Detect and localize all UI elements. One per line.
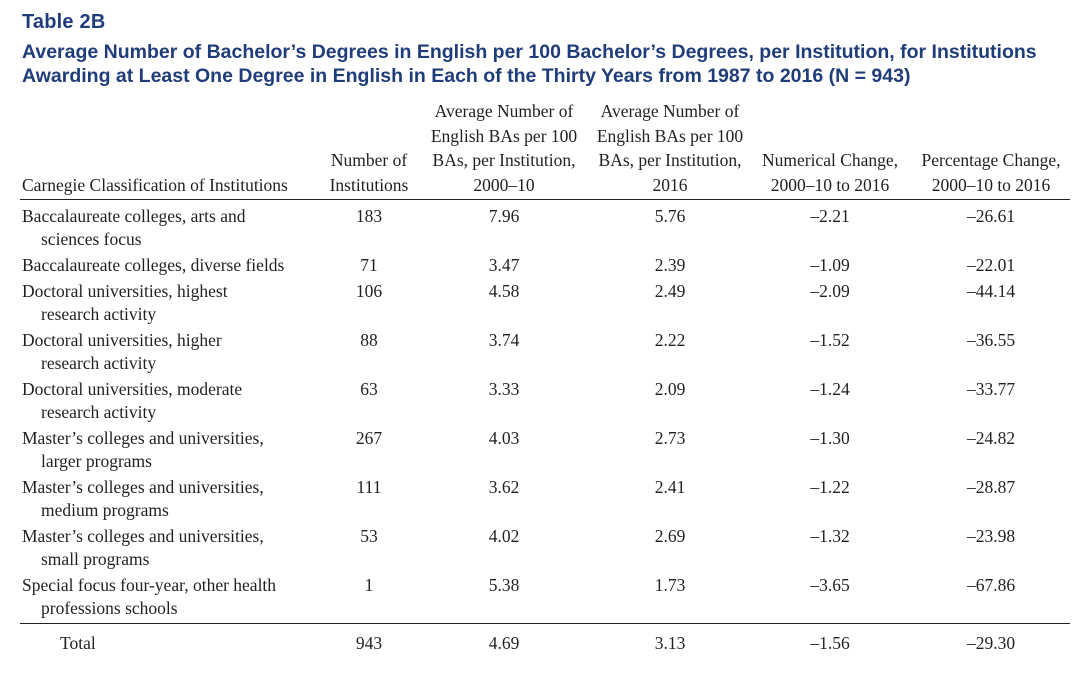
row-classification [20, 476, 322, 525]
table-row [20, 525, 1070, 574]
cell-percentage-change: –23.98 [966, 526, 1016, 546]
row-classification-line2: research activity [41, 402, 157, 422]
cell-percentage-change: –33.77 [966, 379, 1016, 399]
cell-num-institutions: 106 [355, 281, 383, 301]
cell-num-institutions: 88 [360, 330, 378, 350]
row-classification [20, 525, 322, 574]
cell-numerical-change: –1.30 [810, 428, 850, 448]
row-classification [20, 280, 322, 329]
cell-num-institutions: 63 [360, 379, 378, 399]
row-classification [20, 200, 322, 255]
row-classification-line1: Baccalaureate colleges, diverse fields [22, 255, 285, 275]
cell-avg-2016: 2.39 [654, 255, 686, 275]
row-classification-line2: small programs [41, 549, 150, 569]
cell-percentage-change: –67.86 [966, 575, 1016, 595]
cell-num-institutions: 71 [360, 255, 378, 275]
header-percentage-change: Percentage Change, 2000–10 to 2016 [921, 150, 1061, 195]
header-numerical-change: Numerical Change, 2000–10 to 2016 [761, 150, 899, 195]
cell-num-institutions: 1 [364, 575, 374, 595]
table-row [20, 427, 1070, 476]
total-avg-2016: 3.13 [654, 633, 686, 653]
cell-avg-2016: 5.76 [654, 206, 686, 226]
row-classification-line2: research activity [41, 304, 157, 324]
row-classification-line1: Doctoral universities, higher [22, 330, 222, 350]
header-avg-2016: Average Number of English BAs per 100 BAs, per Institution, 2016 [596, 101, 744, 195]
row-classification-line1: Doctoral universities, highest [22, 281, 228, 301]
cell-avg-2000-10: 3.33 [488, 379, 520, 399]
cell-numerical-change: –2.21 [810, 206, 850, 226]
cell-numerical-change: –1.24 [810, 379, 850, 399]
row-classification-line1: Master’s colleges and universities, [22, 526, 264, 546]
cell-avg-2016: 2.09 [654, 379, 686, 399]
cell-num-institutions: 111 [356, 477, 382, 497]
table-label: Table 2B [22, 11, 106, 33]
header-row [20, 99, 1070, 200]
cell-avg-2000-10: 3.47 [488, 255, 520, 275]
row-classification [20, 254, 322, 280]
table-row [20, 200, 1070, 255]
row-classification [20, 574, 322, 624]
row-classification-line2: sciences focus [41, 229, 142, 249]
row-classification [20, 378, 322, 427]
data-table [20, 99, 1070, 655]
total-row [20, 624, 1070, 656]
total-avg-2000-10: 4.69 [488, 633, 520, 653]
row-classification [20, 329, 322, 378]
row-classification-line2: medium programs [41, 500, 169, 520]
row-classification-line2: professions schools [41, 598, 178, 618]
table-row [20, 280, 1070, 329]
cell-numerical-change: –3.65 [810, 575, 850, 595]
total-numerical-change: –1.56 [810, 633, 850, 653]
table-body [20, 200, 1070, 656]
row-classification-line1: Master’s colleges and universities, [22, 428, 264, 448]
cell-avg-2016: 2.22 [654, 330, 686, 350]
cell-numerical-change: –1.32 [810, 526, 850, 546]
cell-percentage-change: –22.01 [966, 255, 1016, 275]
row-classification-line1: Doctoral universities, moderate [22, 379, 243, 399]
row-classification-line1: Baccalaureate colleges, arts and [22, 206, 246, 226]
cell-percentage-change: –24.82 [966, 428, 1016, 448]
row-classification-line1: Special focus four-year, other health [22, 575, 277, 595]
total-percentage-change: –29.30 [966, 633, 1016, 653]
cell-percentage-change: –36.55 [966, 330, 1016, 350]
row-classification-line2: larger programs [41, 451, 152, 471]
cell-avg-2016: 2.41 [654, 477, 686, 497]
total-num-institutions: 943 [355, 633, 383, 653]
table-row [20, 378, 1070, 427]
cell-numerical-change: –1.22 [810, 477, 850, 497]
total-label: Total [60, 633, 96, 653]
row-classification-line2: research activity [41, 353, 157, 373]
cell-avg-2000-10: 3.62 [488, 477, 520, 497]
table-row [20, 574, 1070, 624]
cell-numerical-change: –1.52 [810, 330, 850, 350]
cell-avg-2000-10: 7.96 [488, 206, 520, 226]
cell-numerical-change: –1.09 [810, 255, 850, 275]
cell-avg-2000-10: 4.58 [488, 281, 520, 301]
cell-avg-2000-10: 4.02 [488, 526, 520, 546]
cell-avg-2000-10: 5.38 [488, 575, 520, 595]
row-classification-line1: Master’s colleges and universities, [22, 477, 264, 497]
cell-avg-2000-10: 3.74 [488, 330, 520, 350]
cell-percentage-change: –28.87 [966, 477, 1016, 497]
header-num-institutions: Number of Institutions [329, 150, 409, 195]
cell-avg-2016: 2.73 [654, 428, 686, 448]
cell-percentage-change: –44.14 [966, 281, 1016, 301]
cell-avg-2016: 2.69 [654, 526, 686, 546]
cell-numerical-change: –2.09 [810, 281, 850, 301]
table-title: Average Number of Bachelor’s Degrees in English per 100 Bachelor’s Degrees, per Institution, for Institutions Awarding at Least One Degree in English in Each of the Thirty Years from 1987 to 2016 (N = 943) [22, 41, 1037, 87]
cell-percentage-change: –26.61 [966, 206, 1016, 226]
row-classification [20, 427, 322, 476]
table-row [20, 476, 1070, 525]
header-avg-2000-10: Average Number of English BAs per 100 BAs, per Institution, 2000–10 [430, 101, 578, 195]
cell-avg-2000-10: 4.03 [488, 428, 520, 448]
table-row [20, 329, 1070, 378]
header-classification: Carnegie Classification of Institutions [22, 174, 288, 195]
table-row [20, 254, 1070, 280]
cell-avg-2016: 1.73 [654, 575, 686, 595]
cell-num-institutions: 267 [355, 428, 383, 448]
cell-num-institutions: 183 [355, 206, 383, 226]
cell-num-institutions: 53 [360, 526, 378, 546]
cell-avg-2016: 2.49 [654, 281, 686, 301]
